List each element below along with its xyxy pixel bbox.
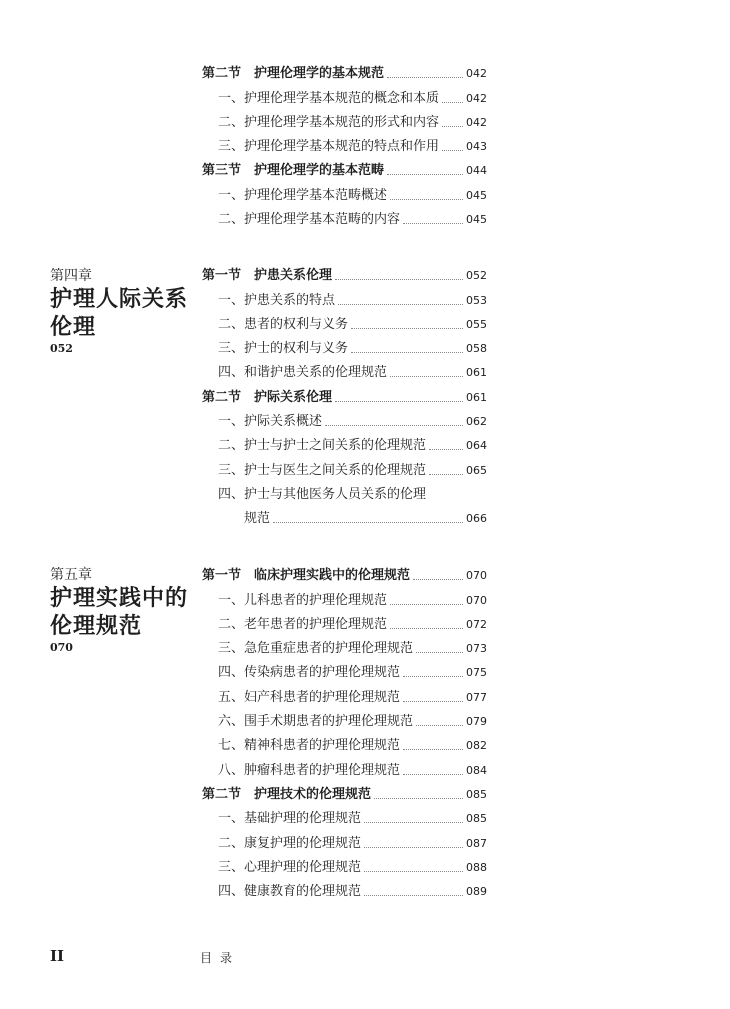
toc-entry-row [202,754,487,778]
toc-entry-title: 四、和谐护患关系的伦理规范 [218,365,388,381]
toc-entry-title: 第一节 护患关系伦理 [202,268,333,284]
toc-entry-row [202,706,487,730]
dot-leader [364,822,463,823]
toc-entry-row [202,333,487,357]
dot-leader [364,871,463,872]
toc-entry-title: 一、护际关系概述 [218,414,323,430]
toc-entry-row [202,357,487,381]
toc-page-number: 070 [466,593,487,607]
chapter-label: 第五章 [50,567,92,583]
dot-leader [325,425,463,426]
dot-leader [387,77,463,78]
toc-entry-row [202,179,487,203]
toc-entry-row [202,406,487,430]
toc-section-row [202,260,487,284]
toc-entry-title: 二、护士与护士之间关系的伦理规范 [218,438,427,454]
toc-chapter-4-list [202,260,487,527]
dot-leader [335,279,463,280]
toc-entry-title: 七、精神科患者的护理伦理规范 [218,738,401,754]
toc-page-number: 042 [466,115,487,129]
toc-entry-title: 四、护士与其他医务人员关系的伦理 [218,486,427,502]
toc-entry-title: 第一节 临床护理实践中的伦理规范 [202,568,411,584]
toc-entry-row [202,803,487,827]
toc-entry-title: 规范 [244,511,271,527]
dot-leader [442,102,463,103]
toc-page-number: 042 [466,91,487,105]
toc-page-number: 042 [466,67,487,81]
toc-page-number: 087 [466,836,487,850]
toc-entry-title: 一、护患关系的特点 [218,292,336,308]
dot-leader [351,328,463,329]
toc-entry-title: 二、老年患者的护理伦理规范 [218,616,388,632]
dot-leader [429,474,463,475]
dot-leader [403,676,463,677]
toc-entry-row [202,454,487,478]
dot-leader [429,449,463,450]
toc-entry-row [202,876,487,900]
dot-leader [403,223,463,224]
toc-entry-title: 二、康复护理的伦理规范 [218,835,362,851]
toc-entry-row [202,479,487,503]
toc-entry-title: 第三节 护理伦理学的基本范畴 [202,163,385,179]
toc-entry-row [202,633,487,657]
toc-page-number: 082 [466,739,487,753]
toc-page-number: 065 [466,463,487,477]
toc-entry-title: 三、急危重症患者的护理伦理规范 [218,641,414,657]
dot-leader [390,199,463,200]
chapter-5-heading [50,566,188,656]
toc-section-row [202,381,487,405]
toc-chapter-5-list [202,560,487,900]
toc-page-number: 045 [466,188,487,202]
toc-entry-title: 一、护理伦理学基本范畴概述 [218,187,388,203]
toc-page-number: 085 [466,812,487,826]
dot-leader [403,749,463,750]
toc-page-number: 070 [466,569,487,583]
toc-entry-title: 三、护士的权利与义务 [218,341,349,357]
toc-entry-title: 三、护理伦理学基本规范的特点和作用 [218,139,440,155]
toc-entry-title: 八、肿瘤科患者的护理伦理规范 [218,762,401,778]
toc-page-number: 043 [466,140,487,154]
chapter-title-line2: 伦理规范 [50,613,143,639]
toc-entry-title: 第二节 护理技术的伦理规范 [202,786,372,802]
toc-entry-title: 二、患者的权利与义务 [218,316,349,332]
dot-leader [442,126,463,127]
chapter-page-number: 070 [50,641,73,654]
dot-leader [403,701,463,702]
toc-section-row [202,779,487,803]
toc-section-row [202,560,487,584]
toc-entry-row [202,107,487,131]
toc-entry-row [202,609,487,633]
toc-page-number: 062 [466,415,487,429]
toc-page-number: 079 [466,715,487,729]
toc-entry-title: 五、妇产科患者的护理伦理规范 [218,689,401,705]
toc-page-number: 075 [466,666,487,680]
toc-section-row [202,58,487,82]
dot-leader [364,895,463,896]
toc-entry-title: 四、健康教育的伦理规范 [218,884,362,900]
chapter-label: 第四章 [50,268,92,284]
toc-entry-row [202,204,487,228]
chapter-4-heading [50,267,188,357]
dot-leader [442,150,463,151]
dot-leader [416,725,463,726]
toc-entry-row [202,657,487,681]
toc-page-number: 064 [466,439,487,453]
dot-leader [387,174,463,175]
toc-entry-title: 第二节 护际关系伦理 [202,389,333,405]
dot-leader [335,401,463,402]
toc-page-number: 058 [466,342,487,356]
toc-page-number: 066 [466,512,487,526]
toc-page-number: 053 [466,293,487,307]
toc-entry-row [202,827,487,851]
toc-entry-title: 二、护理伦理学基本规范的形式和内容 [218,114,440,130]
toc-entry-row [202,131,487,155]
dot-leader [416,652,463,653]
toc-page-number: 073 [466,642,487,656]
dot-leader [364,847,463,848]
toc-entry-row [202,503,487,527]
dot-leader [403,774,463,775]
chapter-page-number: 052 [50,342,73,355]
toc-page-number: 085 [466,787,487,801]
toc-page-number: 077 [466,690,487,704]
toc-entry-title: 一、护理伦理学基本规范的概念和本质 [218,90,440,106]
toc-entry-row [202,852,487,876]
toc-entry-row [202,681,487,705]
toc-entry-title: 二、护理伦理学基本范畴的内容 [218,212,401,228]
toc-entry-title: 第二节 护理伦理学的基本规范 [202,66,385,82]
dot-leader [273,522,463,523]
toc-entry-title: 一、基础护理的伦理规范 [218,811,362,827]
toc-page-number: 084 [466,763,487,777]
dot-leader [390,376,463,377]
toc-entry-row [202,584,487,608]
toc-entry-row [202,730,487,754]
toc-entry-title: 六、围手术期患者的护理伦理规范 [218,714,414,730]
toc-page-number: 061 [466,366,487,380]
toc-page-number: 044 [466,164,487,178]
toc-page-number: 045 [466,213,487,227]
toc-entry-title: 四、传染病患者的护理伦理规范 [218,665,401,681]
toc-page-number: 061 [466,390,487,404]
toc-page-number: 055 [466,317,487,331]
toc-entry-title: 三、护士与医生之间关系的伦理规范 [218,462,427,478]
dot-leader [338,304,463,305]
chapter-title-line1: 护理实践中的 [50,585,189,611]
chapter-title-line1: 护理人际关系 [50,286,189,312]
toc-entry-row [202,284,487,308]
dot-leader [390,604,463,605]
toc-entry-row [202,82,487,106]
toc-top-list [202,58,487,228]
dot-leader [390,628,463,629]
dot-leader [351,352,463,353]
toc-page-number: 089 [466,885,487,899]
toc-entry-title: 一、儿科患者的护理伦理规范 [218,592,388,608]
dot-leader [374,798,463,799]
toc-entry-title: 三、心理护理的伦理规范 [218,859,362,875]
chapter-title-line2: 伦理 [50,314,97,340]
toc-page-number: 088 [466,860,487,874]
toc-page-number: 052 [466,269,487,283]
toc-section-row [202,155,487,179]
dot-leader [413,579,463,580]
toc-page-number: 072 [466,617,487,631]
footer-page-numeral: II [50,947,65,965]
footer-section-label: 目录 [200,951,241,965]
toc-entry-row [202,309,487,333]
toc-entry-row [202,430,487,454]
